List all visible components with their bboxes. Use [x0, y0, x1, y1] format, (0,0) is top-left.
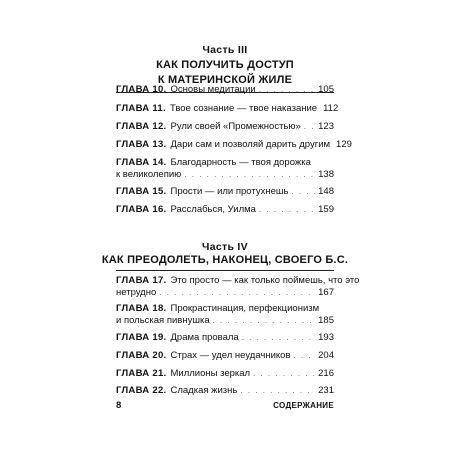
- dot-leader: [291, 186, 315, 198]
- dot-leader: [304, 121, 315, 133]
- part-4-divider: [116, 270, 334, 271]
- toc-entry-ch13[interactable]: [116, 139, 352, 151]
- toc-entry-ch17[interactable]: [116, 275, 360, 299]
- page-number: 129: [336, 139, 352, 150]
- chapter-title: Рули своей «Промежностью»: [170, 121, 301, 132]
- toc-entry-ch15[interactable]: [116, 186, 334, 198]
- chapter-label: ГЛАВА 21.: [116, 368, 167, 379]
- footer-section-title: СОДЕРЖАНИЕ: [273, 401, 334, 410]
- part-3-label: Часть III: [202, 44, 248, 56]
- toc-entry-ch12[interactable]: [116, 121, 334, 133]
- chapter-label: ГЛАВА 13.: [116, 139, 167, 150]
- chapter-title: Основы медитации: [170, 84, 256, 95]
- footer-page-number: 8: [116, 400, 122, 411]
- dot-leader: [294, 350, 316, 362]
- chapter-label: ГЛАВА 11.: [116, 103, 166, 114]
- chapter-label: ГЛАВА 18.: [116, 303, 167, 314]
- toc-entry-ch19[interactable]: [116, 332, 334, 344]
- chapter-label: ГЛАВА 14.: [116, 157, 167, 168]
- part-4-heading: КАК ПРЕОДОЛЕТЬ, НАКОНЕЦ, СВОЕГО Б.С.: [101, 254, 349, 266]
- page-number: 216: [318, 368, 334, 379]
- toc-entry-ch21[interactable]: [116, 368, 334, 380]
- chapter-label: ГЛАВА 15.: [116, 186, 167, 197]
- part-4-label: Часть IV: [202, 241, 248, 253]
- chapter-title: Это просто — как только поймешь, что это: [170, 275, 360, 286]
- toc-entry-ch14[interactable]: [116, 157, 334, 181]
- page-number: 167: [318, 287, 334, 298]
- page-number: 148: [318, 186, 334, 197]
- chapter-label: ГЛАВА 22.: [116, 385, 167, 396]
- dot-leader: [213, 315, 316, 327]
- chapter-title: Прости — или протухнешь: [170, 186, 289, 197]
- chapter-title: Сладкая жизнь: [170, 385, 238, 396]
- page-number: 112: [323, 103, 339, 114]
- page-number: 105: [318, 84, 334, 95]
- chapter-title: Твое сознание — твое наказание: [169, 103, 318, 114]
- dot-leader: [240, 385, 315, 397]
- page-number: 231: [318, 385, 334, 396]
- dot-leader: [159, 287, 315, 299]
- chapter-title: Драма провала: [170, 332, 239, 343]
- dot-leader: [253, 368, 315, 380]
- chapter-title: Расслабься, Уилма: [170, 204, 256, 215]
- dot-leader: [242, 332, 315, 344]
- page-number: 159: [318, 204, 334, 215]
- chapter-label: ГЛАВА 20.: [116, 350, 167, 361]
- page-number: 123: [318, 121, 334, 132]
- chapter-title: Дари сам и позволяй дарить другим: [170, 139, 331, 150]
- chapter-title-continued: и польская пивнушка: [116, 315, 210, 326]
- toc-entry-ch11[interactable]: [116, 103, 339, 115]
- chapter-title: Благодарность — твоя дорожка: [170, 157, 311, 168]
- dot-leader: [184, 169, 315, 181]
- toc-entry-ch10[interactable]: [116, 84, 334, 96]
- toc-entry-ch16[interactable]: [116, 204, 334, 216]
- page-number: 138: [318, 169, 334, 180]
- chapter-label: ГЛАВА 19.: [116, 332, 167, 343]
- page-number: 204: [318, 350, 334, 361]
- chapter-label: ГЛАВА 16.: [116, 204, 167, 215]
- dot-leader: [259, 204, 315, 216]
- page-number: 185: [318, 315, 334, 326]
- chapter-label: ГЛАВА 10.: [116, 84, 167, 95]
- toc-entry-ch20[interactable]: [116, 350, 334, 362]
- chapter-label: ГЛАВА 12.: [116, 121, 167, 132]
- part-3-heading-line1: КАК ПОЛУЧИТЬ ДОСТУП: [156, 59, 294, 71]
- chapter-title-continued: к великолепию: [116, 169, 182, 180]
- toc-entry-ch22[interactable]: [116, 385, 334, 397]
- chapter-title-continued: нетрудно: [116, 287, 157, 298]
- chapter-title: Миллионы зеркал: [170, 368, 251, 379]
- toc-entry-ch18[interactable]: [116, 303, 334, 327]
- part-3-heading-line2: К МАТЕРИНСКОЙ ЖИЛЕ: [157, 74, 293, 86]
- chapter-title: Страх — удел неудачников: [170, 350, 291, 361]
- chapter-title: Прокрастинация, перфекционизм: [170, 303, 320, 314]
- chapter-label: ГЛАВА 17.: [116, 275, 167, 286]
- dot-leader: [259, 84, 315, 96]
- page-number: 193: [318, 332, 334, 343]
